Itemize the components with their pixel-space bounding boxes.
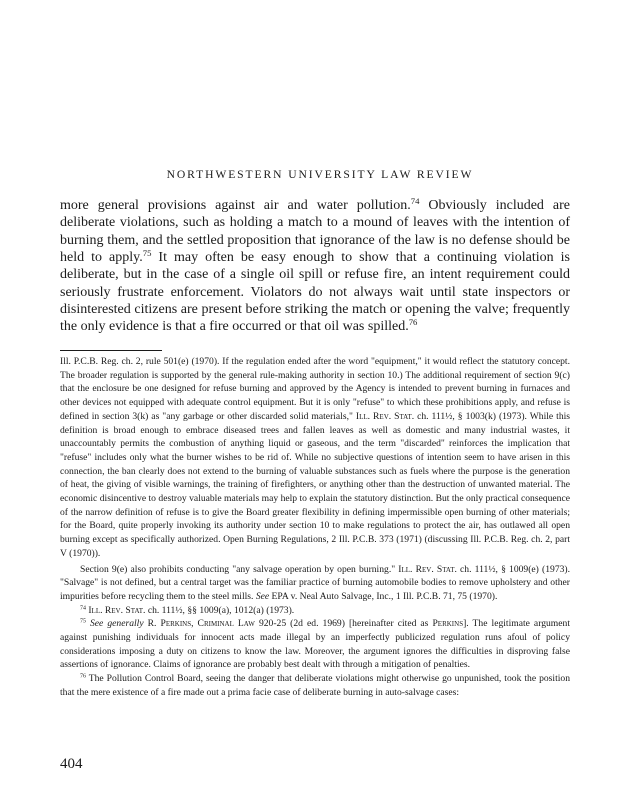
body-text-segment: It may often be easy enough to show that a continuing violation is deliberate, but in the case of a single oil spill or refuse fire, an intent requirement could seriously frustrate enforcement. Violators do not always wait until state inspectors or disinterested citizens are present before striking the match or opening the valve; frequently the only evidence is that a fire occurred or that oil was spilled. [60,250,571,335]
footnote-75 [60,617,570,672]
body-text-segment: Obviously included are deliberate violations, such as holding a match to a mound of leaves with the intention of burning them, and the settled proposition that ignorance of the law is no defense should be held to apply. [60,198,570,266]
footnote-76 [60,672,570,699]
footnote-74 [60,604,570,618]
book-title: Criminal Law [197,618,255,630]
footnote-continued [60,355,570,561]
footnote-ref-76: 76 [408,317,418,328]
author: R. Perkins, [143,618,198,630]
footnote-text: ch. 111½, § 1003(k) (1973). While this definition is broad enough to embrace diseased trees and fallen leaves as well as domestic and many industrial wastes, it unaccountably permits the combustion of anything liquid or gaseous, and the term "discarded" reinforces the implication that "refuse" includes only what the burner wishes to be rid of. While no subjective questions of intention seem to have arisen in this connection, the ban clearly does not extend to the burning of valuable substances such as fuels where the purpose is the generation of heat, the giving of visible warnings, the training of firefighters, or anything other than the destruction of unwanted material. The economic disincentive to destroy valuable materials may help to explain the statutory distinction. But the only practical consequence of the narrow definition of refuse is to give the Board greater flexibility in defining impermissible open burning of other materials; for the Board, quite properly invoking its authority under section 10 to make regulations to protect the air, has outlawed all open burning except as specifically authorized. Open Burning Regulations, 2 Ill. P.C.B. 373 (1971) (discussing Ill. P.C.B. Reg. ch. 2, part V (1970)). [60,410,571,559]
footnote-text: Section 9(e) also prohibits conducting "any salvage operation by open burning." [80,563,399,575]
footnote-divider [60,350,162,351]
body-text-segment: more general provisions against air and water pollution. [60,198,411,213]
signal: See generally [90,618,144,630]
footnote-text: Ill. P.C.B. Reg. ch. 2, rule 501(e) (1970). If the regulation ended after the word "equipment," it would reflect the statutory concept. The broader regulation is supported by the general rule-making authority in section 10.) The additional requirement of section 9(c) that the enclosure be one designed for refuse burning and approved by the Agency is intended to prevent burning in furnaces and other devices not equipped with adequate control equipment. But it is only "refuse" to which these prohibitions apply, and refuse is defined in section 3(k) as "any garbage or other discarded solid materials," [60,356,570,422]
signal: See [255,590,270,602]
page-number: 404 [60,756,83,772]
footnote-salvage-paragraph [60,563,570,604]
footnote-ref-74: 74 [410,196,420,207]
footnote-text: 920-25 (2d ed. 1969) [hereinafter cited as [254,618,433,630]
running-head: NORTHWESTERN UNIVERSITY LAW REVIEW [166,168,474,181]
footnote-number: 74 [80,605,86,612]
footnote-text: ch. 111½, § 1009(e) (1973). "Salvage" is not defined, but a central target was the familiar practice of burning automobile bodies to remove upholstery and other impurities before recycling them to the steel mills. [60,563,571,602]
short-cite: Perkins [432,618,464,630]
footnote-text: ch. 111½, §§ 1009(a), 1012(a) (1973). [145,604,295,616]
footnote-number: 76 [80,673,86,680]
citation: Ill. Rev. Stat. [355,410,415,422]
footnote-text: ]. The legitimate argument against punishing individuals for innocent acts made illegal by an imperfectly publicized regulation runs afoul of policy considerations imposing a duty on citizens to know the law. Moreover, the argument ignores the difficulties in disproving false assertions of ignorance. Claims of ignorance are probably best dealt with through a mitigation of penalties. [60,618,570,671]
footnote-text: The Pollution Control Board, seeing the danger that deliberate violations might otherwise go unpunished, took the position that the mere existence of a fire made out a prima facie case of deliberate burning in auto-salvage cases: [60,673,570,698]
footnote-text: EPA v. Neal Auto Salvage, Inc., 1 Ill. P.C.B. 71, 75 (1970). [269,590,498,602]
footnotes [60,355,570,700]
body-paragraph [60,197,570,336]
citation: Ill. Rev. Stat. [88,604,146,616]
footnote-number: 75 [80,619,86,626]
body-text [60,197,570,336]
footnote-ref-75: 75 [142,248,152,259]
citation: Ill. Rev. Stat. [398,563,457,575]
